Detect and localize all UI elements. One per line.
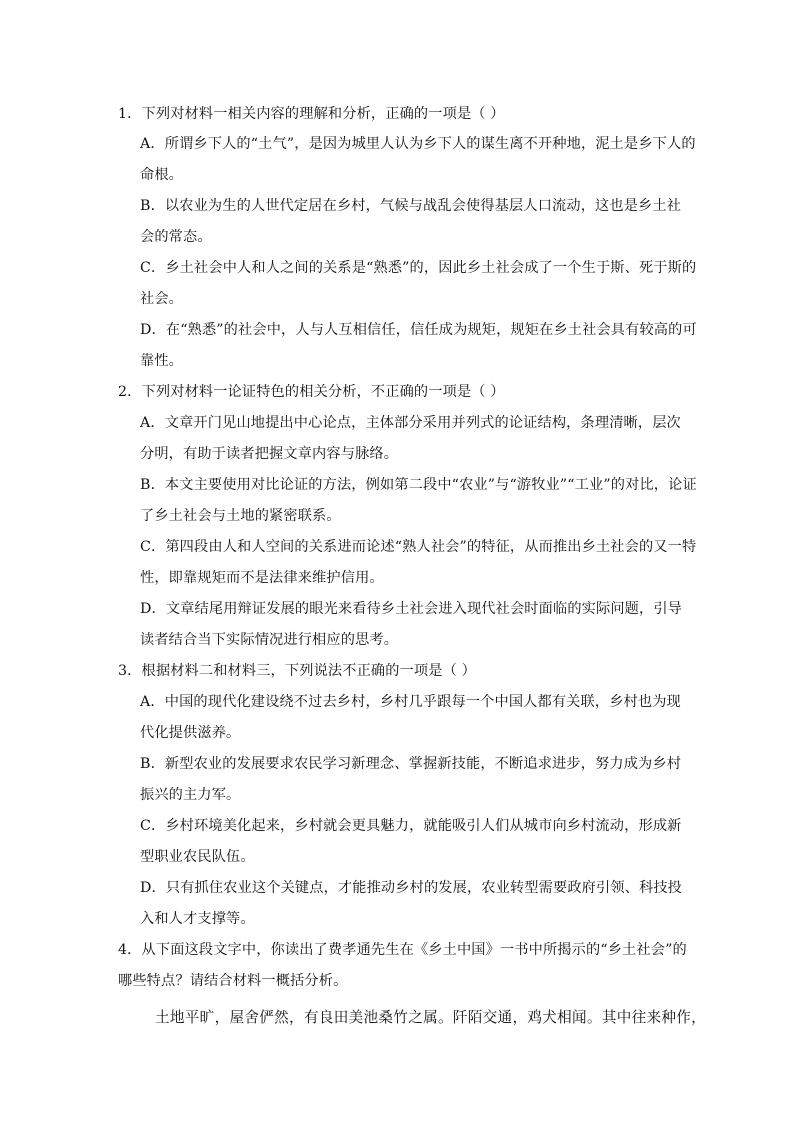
question-1-option-c-cont: 社会。 <box>140 291 184 307</box>
question-4-stem-cont: 哪些特点？请结合材料一概括分析。 <box>118 973 348 989</box>
question-1-option-a: A．所谓乡下人的“土气”，是因为城里人认为乡下人的谋生离不开种地，泥土是乡下人的 <box>140 136 696 152</box>
question-2-stem: 2．下列对材料一论证特色的相关分析，不正确的一项是（ ） <box>118 384 505 400</box>
question-2-option-b-cont: 了乡土社会与土地的紧密联系。 <box>140 508 341 524</box>
question-2-option-b: B．本文主要使用对比论证的方法，例如第二段中“农业”与“游牧业”“工业”的对比，论证 <box>140 477 697 493</box>
question-3-option-d: D．只有抓住农业这个关键点，才能推动乡村的发展，农业转型需要政府引领、科技投 <box>140 880 683 896</box>
question-3-option-a-cont: 代化提供滋养。 <box>140 725 241 741</box>
question-2-option-c: C．第四段由人和人空间的关系进而论述“熟人社会”的特征，从而推出乡土社会的又一特 <box>140 539 697 555</box>
question-3-option-d-cont: 入和人才支撑等。 <box>140 911 255 927</box>
question-3-stem: 3．根据材料二和材料三，下列说法不正确的一项是（ ） <box>118 663 476 679</box>
question-3-option-c: C．乡村环境美化起来，乡村就会更具魅力，就能吸引人们从城市向乡村流动，形成新 <box>140 818 682 834</box>
passage-text: 土地平旷，屋舍俨然，有良田美池桑竹之属。阡陌交通，鸡犬相闻。其中往来种作， <box>155 1009 707 1026</box>
question-1-option-a-cont: 命根。 <box>140 167 184 183</box>
question-2-option-a: A．文章开门见山地提出中心论点，主体部分采用并列式的论证结构，条理清晰，层次 <box>140 415 681 431</box>
question-1-option-d: D．在“熟悉”的社会中，人与人互相信任，信任成为规矩，规矩在乡土社会具有较高的可 <box>140 322 697 338</box>
question-2-option-a-cont: 分明，有助于读者把握文章内容与脉络。 <box>140 446 399 462</box>
question-3-option-b-cont: 振兴的主力军。 <box>140 787 241 803</box>
question-4-stem: 4．从下面这段文字中，你读出了费孝通先生在《乡土中国》一书中所揭示的“乡土社会”的 <box>118 942 687 958</box>
question-3-option-c-cont: 型职业农民队伍。 <box>140 849 255 865</box>
question-1-stem: 1．下列对材料一相关内容的理解和分析，正确的一项是（ ） <box>118 106 505 122</box>
question-1-option-b: B．以农业为生的人世代定居在乡村，气候与战乱会使得基层人口流动，这也是乡土社 <box>140 198 682 214</box>
question-1-option-d-cont: 靠性。 <box>140 353 184 369</box>
question-2-option-c-cont: 性，即靠规矩而不是法律来维护信用。 <box>140 570 384 586</box>
question-1-option-c: C．乡土社会中人和人之间的关系是“熟悉”的，因此乡土社会成了一个生于斯、死于斯的 <box>140 260 697 276</box>
question-1-option-b-cont: 会的常态。 <box>140 229 212 245</box>
question-2-option-d: D．文章结尾用辩证发展的眼光来看待乡土社会进入现代社会时面临的实际问题，引导 <box>140 601 683 617</box>
question-3-option-b: B．新型农业的发展要求农民学习新理念、掌握新技能，不断追求进步，努力成为乡村 <box>140 756 682 772</box>
question-2-option-d-cont: 读者结合当下实际情况进行相应的思考。 <box>140 632 399 648</box>
question-3-option-a: A．中国的现代化建设绕不过去乡村，乡村几乎跟每一个中国人都有关联，乡村也为现 <box>140 694 681 710</box>
